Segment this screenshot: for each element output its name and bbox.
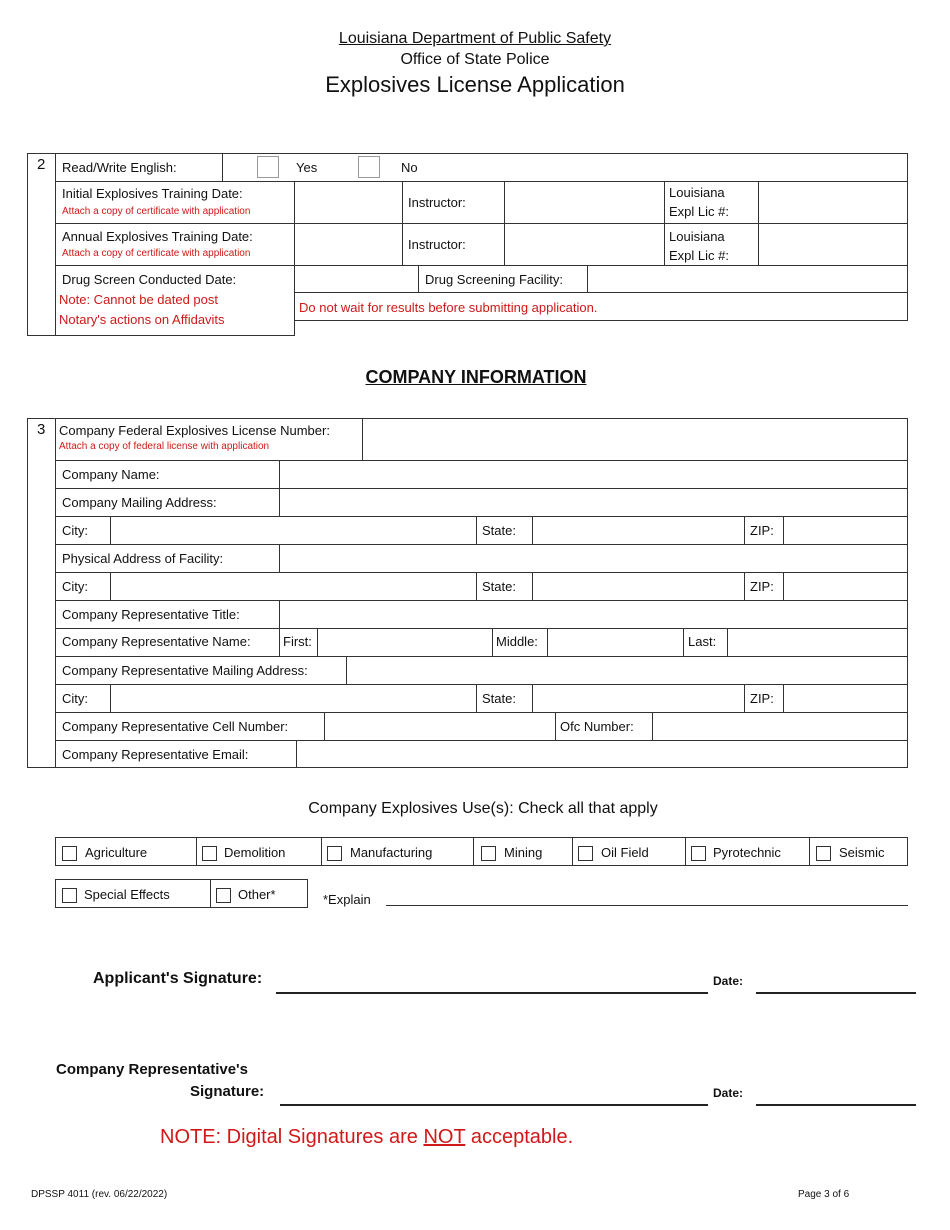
applicant-signature-line[interactable] <box>276 992 708 994</box>
expl-lic-field-2[interactable] <box>758 223 908 266</box>
rep-signature-label-line1: Company Representative's <box>56 1061 248 1078</box>
annual-training-date-field[interactable] <box>294 223 403 266</box>
zip-label-2: ZIP: <box>750 579 774 594</box>
other-label: Other* <box>238 887 276 902</box>
annual-training-label: Annual Explosives Training Date: <box>62 229 253 244</box>
middle-label: Middle: <box>496 634 538 649</box>
seismic-label: Seismic <box>839 845 885 860</box>
section-2-number: 2 <box>37 156 46 173</box>
form-title: Explosives License Application <box>325 72 625 97</box>
explain-label: *Explain <box>323 892 371 907</box>
city-label-3: City: <box>62 691 88 706</box>
rep-cell-label: Company Representative Cell Number: <box>62 719 289 734</box>
mining-label: Mining <box>504 845 543 860</box>
state-field-2[interactable] <box>532 572 745 601</box>
note-emphasis: NOT <box>423 1126 466 1148</box>
rep-date-label: Date: <box>713 1086 744 1100</box>
first-name-field[interactable] <box>317 628 493 657</box>
digital-signature-note <box>160 1126 573 1149</box>
office-name: Office of State Police <box>400 51 550 68</box>
expl-lic-field-1[interactable] <box>758 181 908 224</box>
pyrotechnic-checkbox[interactable] <box>691 846 706 861</box>
city-label-2: City: <box>62 579 88 594</box>
mailing-address-field[interactable] <box>279 488 908 517</box>
read-write-answer-cell <box>222 153 908 182</box>
zip-field-1[interactable] <box>783 516 908 545</box>
drug-facility-label: Drug Screening Facility: <box>425 272 563 287</box>
applicant-signature-label: Applicant's Signature: <box>93 970 263 987</box>
agriculture-label: Agriculture <box>85 845 148 860</box>
rep-email-field[interactable] <box>296 740 908 768</box>
zip-label-1: ZIP: <box>750 523 774 538</box>
instructor-field-1[interactable] <box>504 181 665 224</box>
drug-note-line-1: Note: Cannot be dated post <box>59 292 219 307</box>
fed-license-note: Attach a copy of federal license with application <box>59 441 270 452</box>
drug-screen-date-field[interactable] <box>294 265 419 293</box>
applicant-date-line[interactable] <box>756 992 916 994</box>
oil-field-label: Oil Field <box>601 845 649 860</box>
state-field-3[interactable] <box>532 684 745 713</box>
seismic-checkbox[interactable] <box>816 846 831 861</box>
special-effects-label: Special Effects <box>84 887 170 902</box>
yes-label: Yes <box>296 160 318 175</box>
manufacturing-label: Manufacturing <box>350 845 433 860</box>
initial-training-date-field[interactable] <box>294 181 403 224</box>
form-id: DPSSP 4011 (rev. 06/22/2022) <box>31 1189 168 1200</box>
city-label-1: City: <box>62 523 88 538</box>
section-3-number-cell <box>27 418 56 768</box>
read-write-label: Read/Write English: <box>62 160 177 175</box>
rep-cell-field[interactable] <box>324 712 556 741</box>
demolition-label: Demolition <box>224 845 286 860</box>
physical-address-label: Physical Address of Facility: <box>62 551 224 566</box>
city-field-2[interactable] <box>110 572 477 601</box>
first-label: First: <box>283 634 312 649</box>
yes-checkbox[interactable] <box>257 156 279 178</box>
ofc-label: Ofc Number: <box>560 719 634 734</box>
expl-lic-label-2: Expl Lic #: <box>669 248 729 263</box>
drug-screen-label: Drug Screen Conducted Date: <box>62 272 237 287</box>
special-effects-checkbox[interactable] <box>62 888 77 903</box>
state-label-1: State: <box>482 523 516 538</box>
physical-address-field[interactable] <box>279 544 908 573</box>
section-3-number: 3 <box>37 421 46 438</box>
page-number: Page 3 of 6 <box>798 1189 850 1200</box>
last-name-field[interactable] <box>727 628 908 657</box>
rep-title-label: Company Representative Title: <box>62 607 240 622</box>
rep-signature-label-line2: Signature: <box>190 1083 265 1100</box>
initial-training-label: Initial Explosives Training Date: <box>62 186 243 201</box>
no-checkbox[interactable] <box>358 156 380 178</box>
manufacturing-checkbox[interactable] <box>327 846 342 861</box>
initial-training-note: Attach a copy of certificate with application <box>62 206 251 217</box>
note-prefix: NOTE: Digital Signatures are <box>160 1126 424 1148</box>
rep-signature-line[interactable] <box>280 1104 708 1106</box>
oil-field-checkbox[interactable] <box>578 846 593 861</box>
louisiana-label-2: Louisiana <box>669 229 725 244</box>
agriculture-checkbox[interactable] <box>62 846 77 861</box>
explain-line[interactable] <box>386 905 908 906</box>
other-checkbox[interactable] <box>216 888 231 903</box>
annual-training-note: Attach a copy of certificate with application <box>62 248 251 259</box>
state-label-2: State: <box>482 579 516 594</box>
state-field-1[interactable] <box>532 516 745 545</box>
fed-license-field[interactable] <box>362 418 908 461</box>
zip-field-2[interactable] <box>783 572 908 601</box>
demolition-checkbox[interactable] <box>202 846 217 861</box>
drug-note-line-2: Notary's actions on Affidavits <box>59 312 225 327</box>
last-label: Last: <box>688 634 717 649</box>
note-suffix: acceptable. <box>465 1126 574 1148</box>
results-note: Do not wait for results before submitting application. <box>299 300 598 315</box>
mining-checkbox[interactable] <box>481 846 496 861</box>
zip-label-3: ZIP: <box>750 691 774 706</box>
rep-date-line[interactable] <box>756 1104 916 1106</box>
louisiana-label-1: Louisiana <box>669 185 725 200</box>
section-2-number-cell <box>27 153 56 336</box>
city-field-3[interactable] <box>110 684 477 713</box>
instructor-field-2[interactable] <box>504 223 665 266</box>
drug-facility-field[interactable] <box>587 265 908 293</box>
instructor-label-1: Instructor: <box>408 195 466 210</box>
mailing-address-label: Company Mailing Address: <box>62 495 217 510</box>
company-information-heading: COMPANY INFORMATION <box>365 367 587 387</box>
rep-title-field[interactable] <box>279 600 908 629</box>
rep-email-label: Company Representative Email: <box>62 747 249 762</box>
agency-name: Louisiana Department of Public Safety <box>338 30 612 47</box>
uses-heading: Company Explosives Use(s): Check all that apply <box>308 800 658 817</box>
rep-mailing-label: Company Representative Mailing Address: <box>62 663 308 678</box>
ofc-field[interactable] <box>652 712 908 741</box>
company-name-label: Company Name: <box>62 467 160 482</box>
state-label-3: State: <box>482 691 516 706</box>
expl-lic-label-1: Expl Lic #: <box>669 204 729 219</box>
city-field-1[interactable] <box>110 516 477 545</box>
rep-mailing-field[interactable] <box>346 656 908 685</box>
no-label: No <box>401 160 418 175</box>
company-name-field[interactable] <box>279 460 908 489</box>
instructor-label-2: Instructor: <box>408 237 466 252</box>
fed-license-label: Company Federal Explosives License Number: <box>59 423 330 438</box>
pyrotechnic-label: Pyrotechnic <box>713 845 781 860</box>
applicant-date-label: Date: <box>713 974 744 988</box>
zip-field-3[interactable] <box>783 684 908 713</box>
rep-name-label: Company Representative Name: <box>62 634 251 649</box>
middle-name-field[interactable] <box>547 628 684 657</box>
